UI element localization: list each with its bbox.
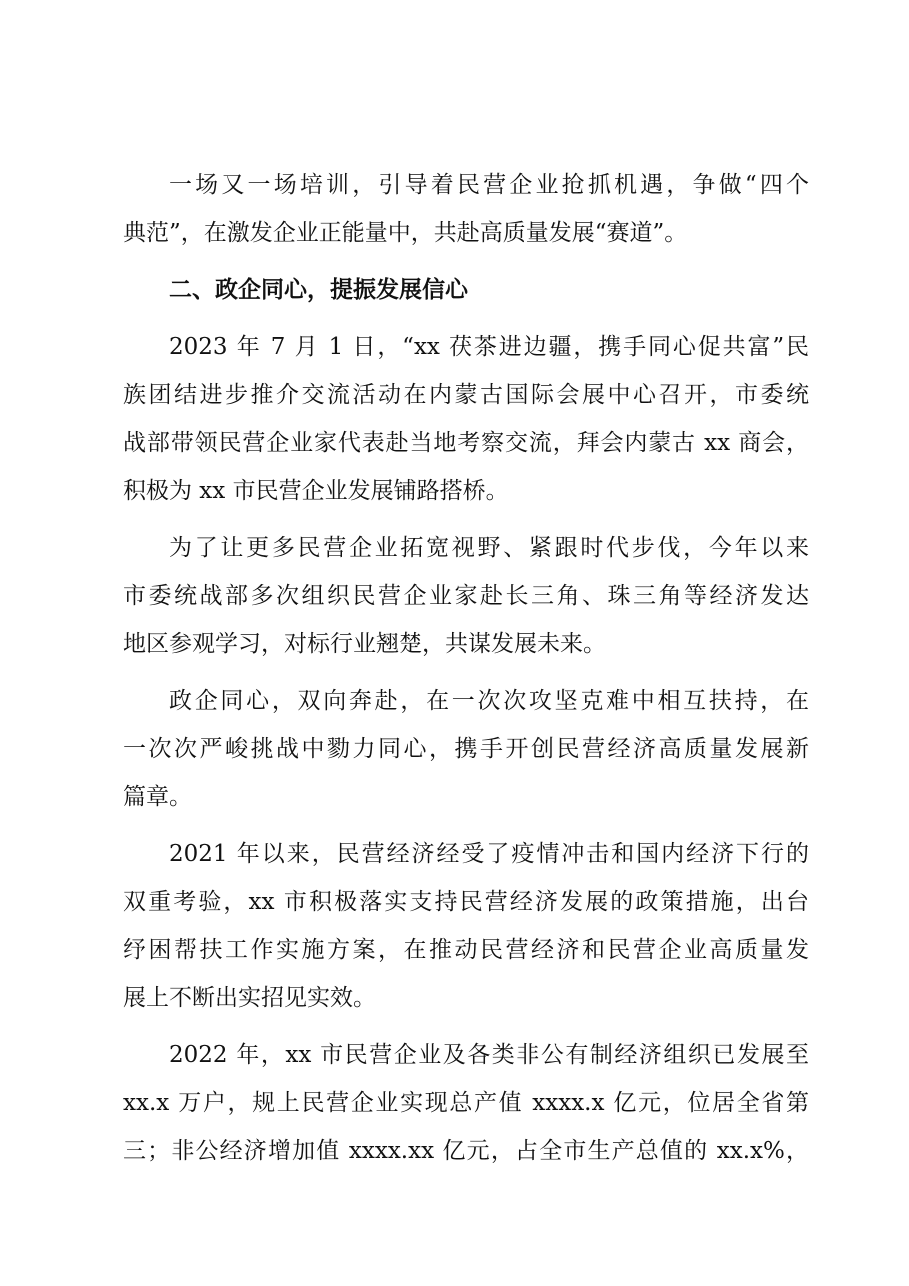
text-line: 2023 年 7 月 1 日，“xx 茯茶进边疆，携手同心促共富”民	[169, 334, 809, 360]
text-line: 典范”，在激发企业正能量中，共赴高质量发展“赛道”。	[123, 220, 688, 246]
article-body	[123, 161, 809, 1175]
text-line: 积极为 xx 市民营企业发展铺路搭桥。	[123, 478, 509, 504]
text-line: 市委统战部多次组织民营企业家赴长三角、珠三角等经济发达	[123, 583, 809, 609]
text-line: 2021 年以来，民营经济经受了疫情冲击和国内经济下行的	[169, 841, 809, 867]
text-line: 纾困帮扶工作实施方案，在推动民营经济和民营企业高质量发	[123, 937, 809, 963]
text-line: xx.x 万户，规上民营企业实现总产值 xxxx.x 亿元，位居全省第	[123, 1090, 809, 1116]
text-line: 双重考验，xx 市积极落实支持民营经济发展的政策措施，出台	[123, 889, 809, 915]
text-line: 2022 年，xx 市民营企业及各类非公有制经济组织已发展至	[169, 1042, 809, 1068]
text-line: 族团结进步推介交流活动在内蒙古国际会展中心召开，市委统	[123, 382, 809, 408]
text-line: 为了让更多民营企业拓宽视野、紧跟时代步伐，今年以来	[169, 535, 809, 561]
text-line: 地区参观学习，对标行业翘楚，共谋发展未来。	[123, 631, 606, 657]
text-line: 一次次严峻挑战中勠力同心，携手开创民营经济高质量发展新	[123, 736, 809, 762]
text-line: 篇章。	[123, 784, 192, 810]
text-line: 展上不断出实招见实效。	[123, 985, 376, 1011]
text-line: 一场又一场培训，引导着民营企业抢抓机遇，争做“四个	[169, 172, 809, 198]
text-line: 三；非公经济增加值 xxxx.xx 亿元，占全市生产总值的 xx.x%，	[123, 1138, 809, 1164]
text-line: 政企同心，双向奔赴，在一次次攻坚克难中相互扶持，在	[169, 688, 809, 714]
section-heading: 二、政企同心，提振发展信心	[169, 277, 468, 303]
text-line: 战部带领民营企业家代表赴当地考察交流，拜会内蒙古 xx 商会，	[123, 430, 809, 456]
